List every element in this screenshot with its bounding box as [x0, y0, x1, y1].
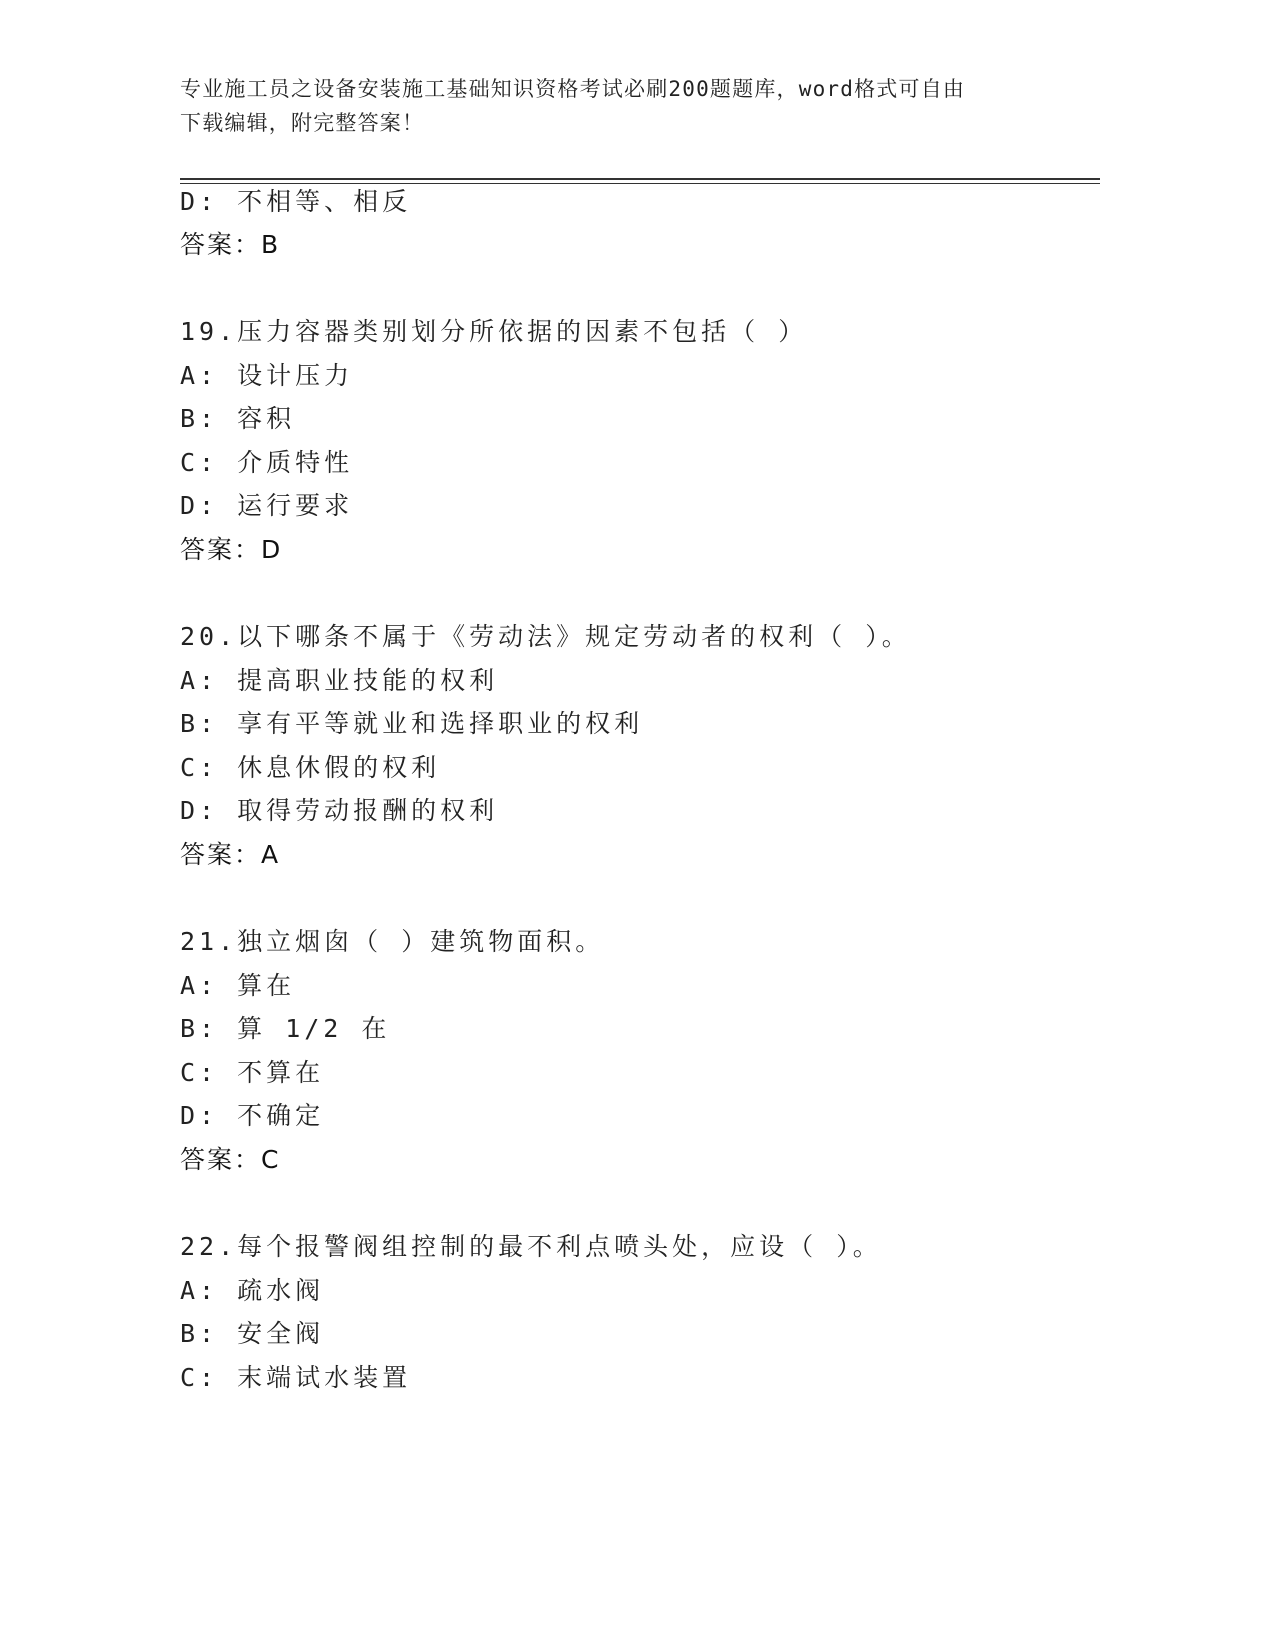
option-b: B: 算 1/2 在 [180, 1014, 391, 1043]
option-a: A: 算在 [180, 971, 296, 1000]
option-d: D: 不确定 [180, 1101, 325, 1130]
header-divider-thin [180, 183, 1100, 184]
header-divider-thick [180, 178, 1100, 180]
answer-line: 答案：C [180, 1145, 281, 1174]
question-stem: 21.独立烟囱（ ）建筑物面积。 [180, 927, 605, 956]
option-c: C: 介质特性 [180, 448, 354, 477]
option-d: D: 取得劳动报酬的权利 [180, 796, 499, 825]
option-c: C: 末端试水装置 [180, 1363, 412, 1392]
question-stem: 19.压力容器类别划分所依据的因素不包括（ ） [180, 317, 808, 346]
option-b: B: 安全阀 [180, 1319, 325, 1348]
option-c: C: 不算在 [180, 1058, 325, 1087]
option-a: A: 疏水阀 [180, 1276, 325, 1305]
header-line-1: 专业施工员之设备安装施工基础知识资格考试必刷200题题库，word格式可自由 [180, 77, 966, 101]
option-b: B: 享有平等就业和选择职业的权利 [180, 709, 644, 738]
option-b: B: 容积 [180, 404, 296, 433]
option-d: D: 不相等、相反 [180, 187, 412, 216]
option-d: D: 运行要求 [180, 491, 354, 520]
option-a: A: 设计压力 [180, 361, 354, 390]
option-c: C: 休息休假的权利 [180, 753, 441, 782]
question-stem: 20.以下哪条不属于《劳动法》规定劳动者的权利（ ）。 [180, 622, 911, 651]
answer-line: 答案：D [180, 535, 283, 564]
header-line-2: 下载编辑，附完整答案！ [180, 111, 425, 135]
document-header [180, 72, 1060, 140]
option-a: A: 提高职业技能的权利 [180, 666, 499, 695]
answer-line: 答案：A [180, 840, 281, 869]
question-stem: 22.每个报警阀组控制的最不利点喷头处，应设（ ）。 [180, 1232, 882, 1261]
answer-line: 答案：B [180, 230, 281, 259]
